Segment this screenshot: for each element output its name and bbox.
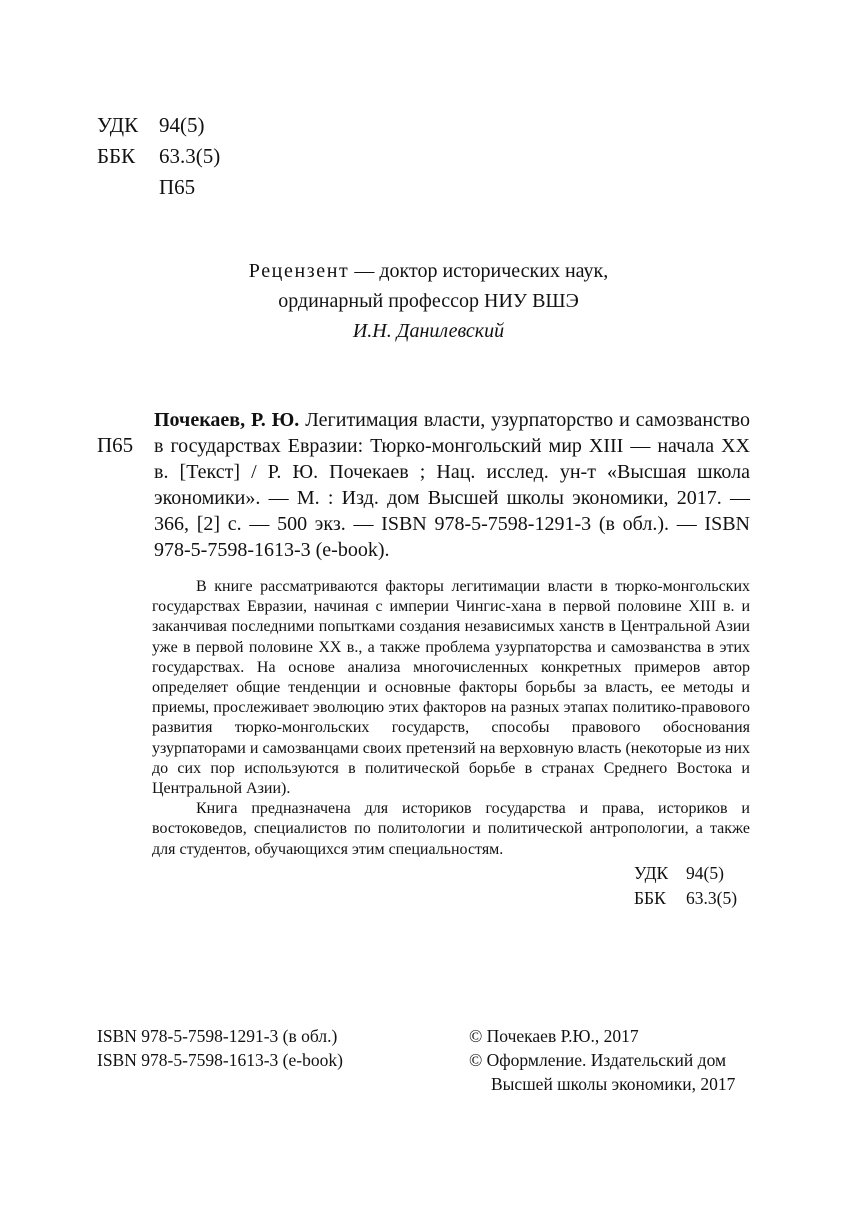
isbn-list: [97, 1024, 343, 1072]
bbk-label: ББК: [97, 144, 136, 168]
author-code: П65: [159, 175, 196, 199]
bibliographic-record: [154, 407, 750, 563]
udk-label-bottom: УДК: [634, 863, 669, 883]
isbn-print: ISBN 978-5-7598-1291-3 (в обл.): [97, 1026, 338, 1046]
copyright-author: © Почекаев Р.Ю., 2017: [469, 1026, 639, 1046]
reviewer-line-2: ординарный профессор НИУ ВШЭ: [278, 290, 579, 312]
bibliographic-text: Легитимация власти, узурпаторство и самозванство в государствах Евразии: Тюрко-монгольский мир XIII — начала XX в. [Текст] / Р. Ю. Почекаев ; Нац. исслед. ун-т «Высшая школа экономики». — М. : Изд. дом Высшей школы экономики, 2017. — 366, [2] с. — 500 экз. — ISBN 978-5-7598-1291-3 (в обл.). — ISBN 978-5-7598-1613-3 (e-book).: [154, 409, 750, 561]
bibliographic-author: Почекаев, Р. Ю.: [154, 409, 300, 431]
udk-value-bottom: 94(5): [686, 863, 724, 883]
udk-row: [97, 110, 220, 141]
classification-bottom: [634, 861, 737, 911]
bbk-value-bottom: 63.3(5): [686, 888, 738, 908]
reviewer-name: И.Н. Данилевский: [352, 320, 505, 342]
bbk-row: [97, 141, 220, 172]
isbn-ebook: ISBN 978-5-7598-1613-3 (e-book): [97, 1050, 343, 1070]
bbk-value: 63.3(5): [159, 144, 221, 168]
bibliographic-author-code: П65: [97, 433, 134, 457]
reviewer-block: [0, 256, 857, 346]
author-code-row: [97, 172, 220, 203]
classification-top: [97, 110, 220, 203]
udk-row-bottom: [634, 861, 737, 886]
copyright-notices: [469, 1024, 735, 1096]
reviewer-label: Рецензент: [248, 260, 350, 282]
reviewer-title: — доктор исторических наук,: [349, 260, 609, 282]
abstract-paragraph-1: В книге рассматриваются факторы легитимации власти в тюрко-монгольских государствах Евразии, начиная с империи Чингис-хана в первой половине XIII в. и заканчивая последними попытками создания независимых ханств в Центральной Азии уже в первой половине XX в., а также проблема узурпаторства и самозванства в этих государствах. На основе анализа многочисленных конкретных примеров автор определяет общие тенденции и основные факторы борьбы за власть, ее методы и приемы, прослеживает эволюцию этих факторов на разных этапах политико-правового развития тюрко-монгольских государств, способы правового обоснования узурпаторами и самозванцами своих претензий на верховную власть (некоторые из них до сих пор используются в политической борьбе в странах Среднего Востока и Центральной Азии).: [152, 578, 750, 798]
copyright-publisher: Высшей школы экономики, 2017: [491, 1074, 736, 1094]
abstract: [152, 577, 750, 860]
abstract-paragraph-2: Книга предназначена для историков государства и права, историков и востоковедов, специалистов по политологии и политической антропологии, а также для студентов, обучающихся этим специальностям.: [152, 800, 750, 858]
copyright-design: © Оформление. Издательский дом: [469, 1050, 727, 1070]
reviewer-line-1: [0, 256, 857, 286]
bbk-label-bottom: ББК: [634, 888, 666, 908]
udk-label: УДК: [97, 113, 139, 137]
udk-value: 94(5): [159, 113, 205, 137]
bbk-row-bottom: [634, 886, 737, 911]
